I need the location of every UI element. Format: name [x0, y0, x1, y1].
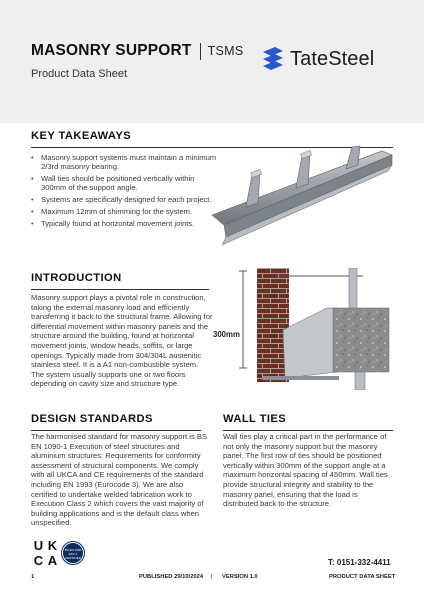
- wall-ties-section: [223, 413, 393, 431]
- tatesteel-logo: [260, 46, 374, 72]
- design-standards-section: [31, 413, 201, 431]
- introduction-body: Masonry support plays a pivotal role in construction, taking the external masonry load and efficiently transferring it back to the structural frame. Allowing for differential movement within masonry panels and the structure around the building, found at horizontal movement joints, window heads, soffits, or large openings. Typically made from 304/304L austenitic stainless steel. It is a A1 non-combustible system. The system usually supports one or two floors depending on cavity size and structure type.: [31, 293, 213, 389]
- product-code: TSMS: [207, 44, 244, 58]
- section-rule: [31, 289, 209, 290]
- document-title: MASONRY SUPPORT: [31, 42, 192, 59]
- wall-ties-heading: WALL TIES: [223, 413, 287, 425]
- footer-separator: |: [211, 574, 213, 580]
- ukca-letter: A: [47, 553, 58, 568]
- certification-badge: [62, 542, 84, 564]
- published-date: PUBLISHED 29/10/2024: [139, 574, 204, 580]
- badge-line: BS EN 1090: [64, 548, 82, 552]
- title-row: [31, 42, 244, 60]
- document-type: PRODUCT DATA SHEET: [329, 574, 396, 580]
- list-item: • Typically found at horizontal movement joints.: [31, 219, 221, 228]
- design-standards-heading: DESIGN STANDARDS: [31, 413, 153, 425]
- introduction-heading: INTRODUCTION: [31, 272, 122, 284]
- key-takeaways-list: [31, 153, 221, 231]
- ukca-mark: [31, 538, 61, 568]
- list-item: • Wall ties should be positioned vertically within 300mm of the support angle.: [31, 174, 221, 192]
- badge-line: CERTIFIED: [65, 556, 81, 560]
- key-takeaways-heading: KEY TAKEAWAYS: [31, 130, 132, 142]
- document-subtitle: Product Data Sheet: [31, 68, 128, 80]
- version: VERSION 1.0: [222, 574, 258, 580]
- design-standards-body: The harmonised standard for masonry support is BS EN 1090-1 Execution of steel structures and aluminium structures: Requirements for conformity assessment of structural components. We comply with all UKCA and CE requirements of the standard including EN 1993 (Eurocode 3). We are also certified to undertake welded fabrication work to Execution Class 2 which covers the vast majority of building applications and is the default class when unspecified.: [31, 432, 208, 528]
- dimension-label: 300mm: [213, 330, 240, 339]
- list-item: • Masonry support systems must maintain a minimum 2/3rd masonry bearing.: [31, 153, 221, 171]
- wall-ties-body: Wall ties play a critical part in the performance of not only the masonry support but the masonry panel. The first row of ties should be positioned vertically within 300mm of the support angle at a maximum horizontal spacing of 450mm. Wall ties provide structural integrity and stability to the masonry panel, ensuring that the load is distributed back to the structure.: [223, 432, 388, 509]
- list-item: • Systems are specifically designed for each project.: [31, 195, 221, 204]
- header-band: [0, 0, 424, 123]
- ukca-letter: C: [33, 553, 44, 568]
- support-angle-image: [210, 145, 394, 257]
- badge-line: EXC 2: [68, 552, 78, 556]
- ukca-letter: K: [47, 538, 58, 553]
- logo-wordmark: TateSteel: [290, 47, 375, 70]
- tatesteel-logo-icon: [260, 46, 286, 72]
- list-item: • Maximum 12mm of shimming for the system.: [31, 207, 221, 216]
- ukca-letter: U: [33, 538, 44, 553]
- title-divider: [200, 43, 201, 60]
- phone-number: T: 0151-332-4411: [328, 558, 391, 567]
- masonry-section-image: [215, 268, 395, 390]
- page-number: 1: [31, 574, 35, 580]
